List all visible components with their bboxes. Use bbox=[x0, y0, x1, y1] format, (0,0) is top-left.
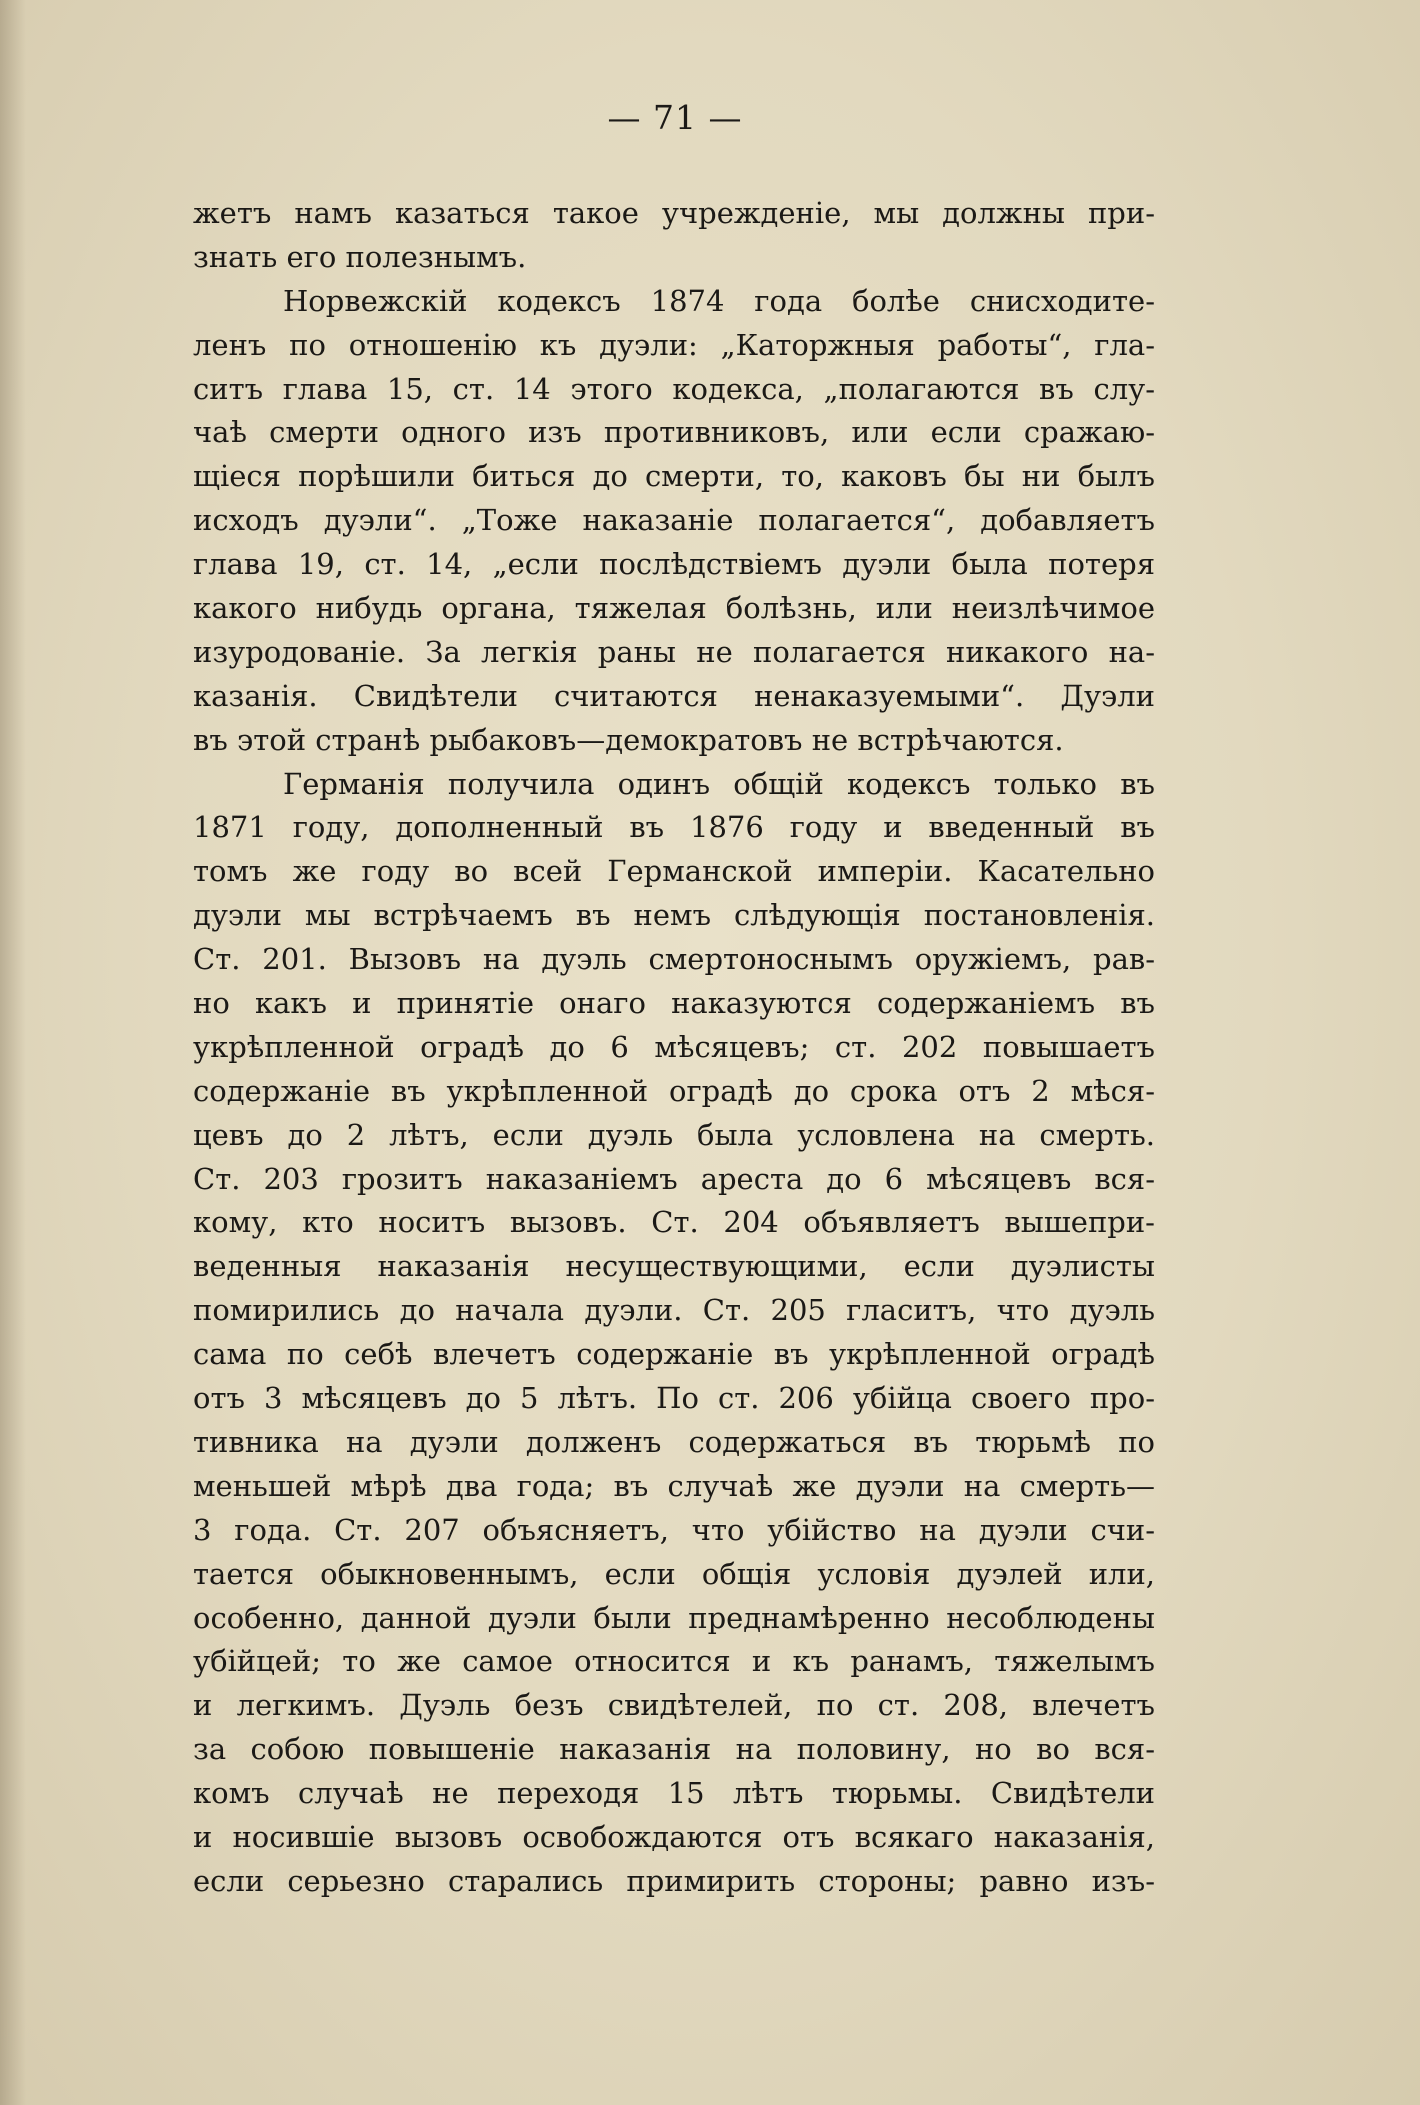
body-text bbox=[193, 192, 1155, 1904]
page-edge-shadow bbox=[0, 0, 26, 2105]
text-line: исходъ дуэли“. „Тоже наказаніе полагается“, добавляетъ bbox=[193, 503, 1155, 538]
text-line: 1871 году, дополненный въ 1876 году и введенный въ bbox=[193, 810, 1155, 845]
text-line: отъ 3 мѣсяцевъ до 5 лѣтъ. По ст. 206 убійца своего про- bbox=[193, 1381, 1155, 1416]
text-line: Ст. 201. Вызовъ на дуэль смертоноснымъ оружіемъ, рав- bbox=[193, 942, 1155, 977]
text-line: въ этой странѣ рыбаковъ—демократовъ не встрѣчаются. bbox=[193, 722, 1064, 757]
text-line: укрѣпленной оградѣ до 6 мѣсяцевъ; ст. 202 повышаетъ bbox=[193, 1029, 1155, 1064]
text-line: ленъ по отношенію къ дуэли: „Каторжныя работы“, гла- bbox=[193, 327, 1155, 362]
text-line: Ст. 203 грозитъ наказаніемъ ареста до 6 мѣсяцевъ вся- bbox=[193, 1161, 1155, 1196]
text-line: но какъ и принятіе онаго наказуются содержаніемъ въ bbox=[193, 986, 1155, 1021]
text-line: тается обыкновеннымъ, если общія условія дуэлей или, bbox=[193, 1556, 1155, 1591]
text-line: ситъ глава 15, ст. 14 этого кодекса, „полагаются въ слу- bbox=[193, 371, 1155, 406]
text-line: дуэли мы встрѣчаемъ въ немъ слѣдующія постановленія. bbox=[193, 898, 1155, 933]
text-line: содержаніе въ укрѣпленной оградѣ до срока отъ 2 мѣся- bbox=[193, 1073, 1155, 1108]
text-line: Норвежскій кодексъ 1874 года болѣе снисходите- bbox=[283, 283, 1155, 318]
text-line: какого нибудь органа, тяжелая болѣзнь, или неизлѣчимое bbox=[193, 591, 1155, 626]
text-line: меньшей мѣрѣ два года; въ случаѣ же дуэли на смерть— bbox=[193, 1468, 1155, 1503]
text-line: цевъ до 2 лѣтъ, если дуэль была условлена на смерть. bbox=[193, 1117, 1155, 1152]
text-line: чаѣ смерти одного изъ противниковъ, или если сражаю- bbox=[193, 415, 1155, 450]
text-line: глава 19, ст. 14, „если послѣдствіемъ дуэли была потеря bbox=[193, 547, 1155, 582]
text-line: и носившіе вызовъ освобождаются отъ всякаго наказанія, bbox=[193, 1819, 1155, 1854]
text-line: особенно, данной дуэли были преднамѣренно несоблюдены bbox=[193, 1600, 1155, 1635]
text-line: изуродованіе. За легкія раны не полагается никакого на- bbox=[193, 634, 1155, 669]
text-line: комъ случаѣ не переходя 15 лѣтъ тюрьмы. Свидѣтели bbox=[193, 1776, 1155, 1811]
text-line: знать его полезнымъ. bbox=[193, 239, 527, 274]
page-number: — 71 — bbox=[607, 98, 743, 137]
text-line: томъ же году во всей Германской имперіи. Касательно bbox=[193, 854, 1155, 889]
text-line: если серьезно старались примирить стороны; равно изъ- bbox=[193, 1863, 1155, 1898]
text-line: веденныя наказанія несуществующими, если дуэлисты bbox=[193, 1249, 1155, 1284]
text-line: помирились до начала дуэли. Ст. 205 гласитъ, что дуэль bbox=[193, 1293, 1155, 1328]
text-line: жетъ намъ казаться такое учрежденіе, мы должны при- bbox=[193, 196, 1155, 230]
text-line: сама по себѣ влечетъ содержаніе въ укрѣпленной оградѣ bbox=[193, 1337, 1155, 1372]
text-line: кому, кто носитъ вызовъ. Ст. 204 объявляетъ вышепри- bbox=[193, 1205, 1155, 1240]
text-line: щіеся порѣшили биться до смерти, то, каковъ бы ни былъ bbox=[193, 459, 1155, 494]
text-line: тивника на дуэли долженъ содержаться въ тюрьмѣ по bbox=[193, 1424, 1155, 1459]
text-line: за собою повышеніе наказанія на половину, но во вся- bbox=[193, 1732, 1155, 1767]
text-line: Германія получила одинъ общій кодексъ только въ bbox=[283, 766, 1155, 801]
text-line: казанія. Свидѣтели считаются ненаказуемыми“. Дуэли bbox=[193, 678, 1155, 713]
text-line: убійцей; то же самое относится и къ ранамъ, тяжелымъ bbox=[193, 1644, 1155, 1679]
text-line: 3 года. Ст. 207 объясняетъ, что убійство на дуэли счи- bbox=[193, 1512, 1155, 1547]
text-line: и легкимъ. Дуэль безъ свидѣтелей, по ст. 208, влечетъ bbox=[193, 1688, 1155, 1723]
